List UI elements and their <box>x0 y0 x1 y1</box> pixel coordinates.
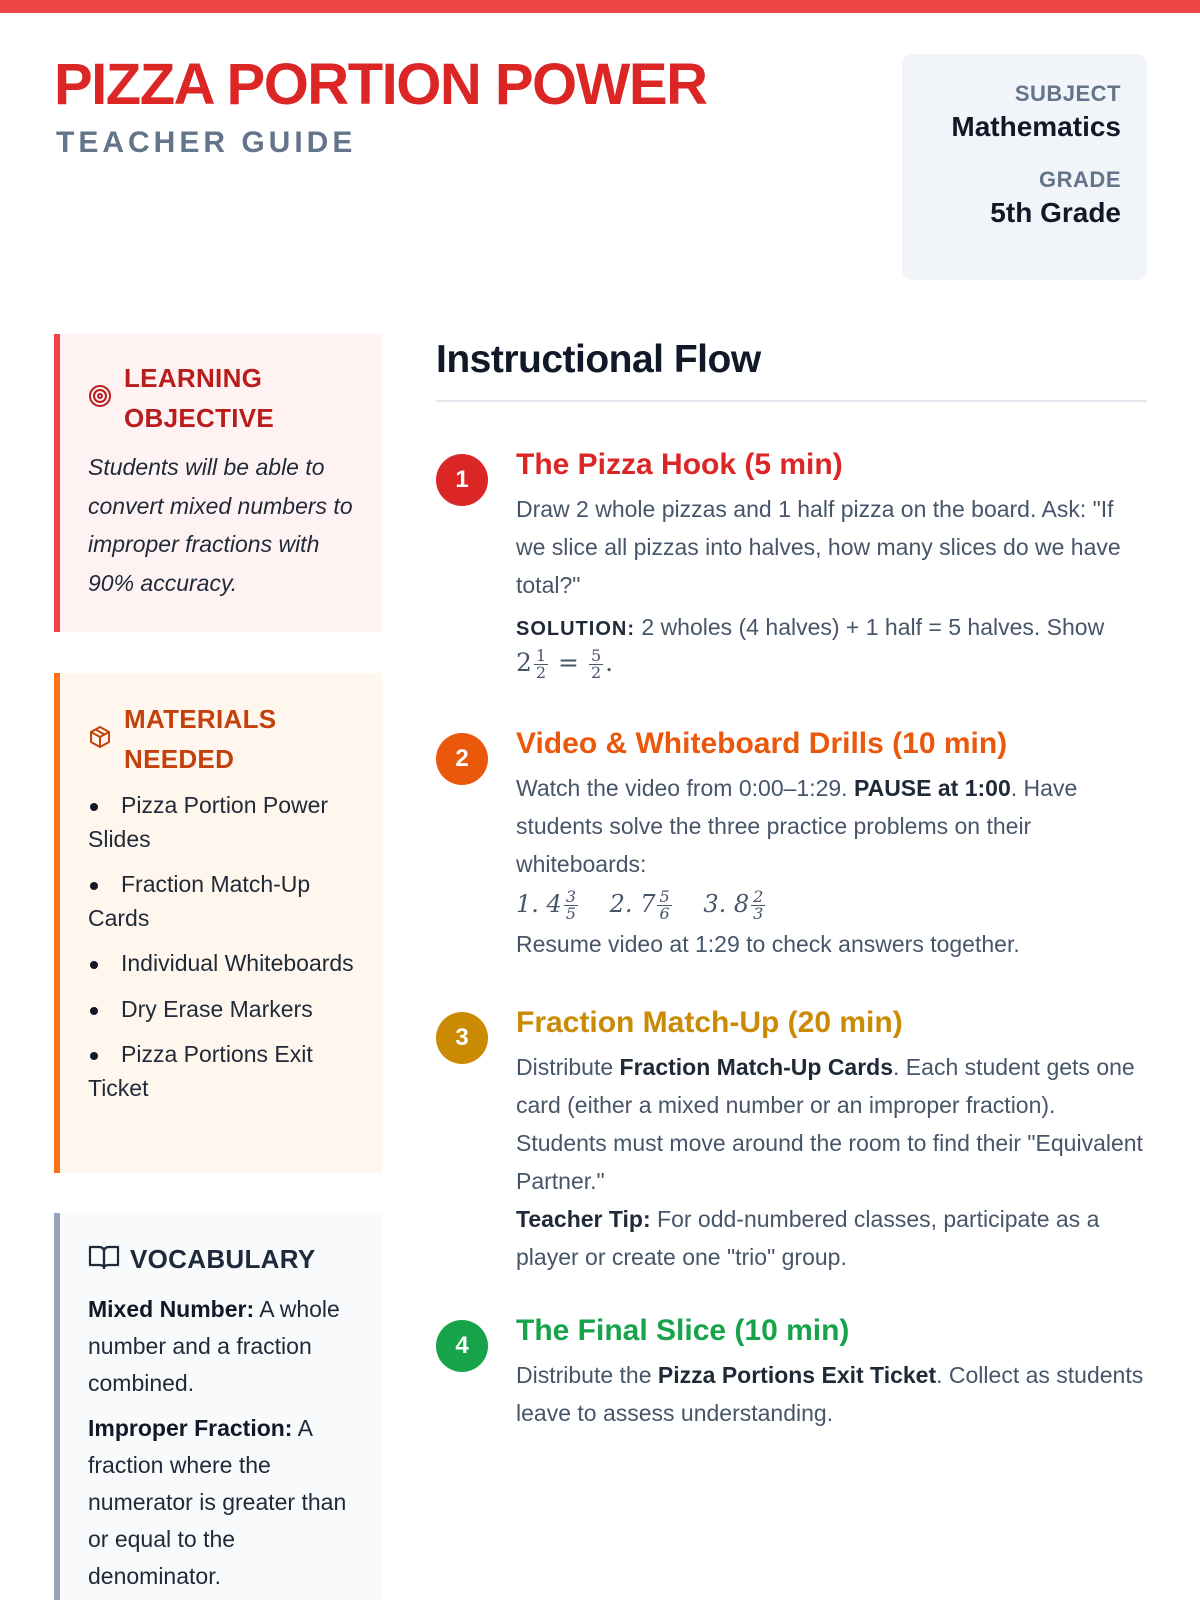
grade-label: GRADE <box>1039 167 1121 192</box>
step-2 <box>436 723 1147 963</box>
teacher-tip <box>516 1200 1147 1276</box>
practice-problems <box>516 883 1147 925</box>
vocab-definition: A whole number and a fraction combined. <box>88 1296 340 1396</box>
subject-value: Mathematics <box>951 111 1121 142</box>
eq-num: 1 <box>535 646 547 665</box>
problem-whole: 4 <box>546 890 562 918</box>
list-item: Pizza Portion Power Slides <box>88 789 366 856</box>
practice-problem <box>703 887 767 923</box>
objective-title <box>124 358 274 438</box>
eq-den: 2 <box>535 663 547 682</box>
problem-label: 2. <box>609 890 633 918</box>
materials-header <box>88 699 366 779</box>
problem-fraction <box>657 889 671 922</box>
list-item: Dry Erase Markers <box>88 993 366 1027</box>
solution-text: 2 wholes (4 halves) + 1 half = 5 halves. Show <box>641 614 1105 640</box>
problem-whole: 7 <box>640 890 656 918</box>
step-number-badge: 3 <box>436 1012 488 1064</box>
materials-card <box>54 673 382 1173</box>
eq-result-den: 2 <box>590 663 602 682</box>
page-title: PIZZA PORTION POWER <box>54 52 707 117</box>
meta-card <box>902 54 1147 280</box>
text-bold: Pizza Portions Exit Ticket <box>657 1362 937 1388</box>
step-text <box>516 1356 1147 1432</box>
materials-title <box>124 699 276 779</box>
problem-label: 3. <box>703 890 727 918</box>
objective-title-line1: LEARNING <box>124 363 263 393</box>
instructional-flow-title: Instructional Flow <box>436 338 761 381</box>
text-after: . Collect as students leave to assess understanding. <box>516 1362 1144 1426</box>
solution-equation <box>516 648 1147 681</box>
box-icon <box>88 725 112 754</box>
text-bold: PAUSE at 1:00 <box>853 775 1011 801</box>
vocab-definition: A fraction where the numerator is greater than or equal to the denominator. <box>88 1415 347 1589</box>
practice-problem <box>516 887 580 923</box>
problem-num: 2 <box>753 887 764 906</box>
problem-den: 3 <box>753 904 764 923</box>
text-before: Watch the video from 0:00–1:29. <box>516 775 848 801</box>
materials-title-line2: NEEDED <box>124 744 235 774</box>
subject-label: SUBJECT <box>1014 81 1121 106</box>
page-subtitle: TEACHER GUIDE <box>56 126 357 159</box>
text-before: Distribute the <box>516 1362 652 1388</box>
vocabulary-title: VOCABULARY <box>130 1244 316 1274</box>
problem-fraction <box>564 889 578 922</box>
list-item: Fraction Match-Up Cards <box>88 868 366 935</box>
materials-list <box>88 789 366 1105</box>
eq-result-num: 5 <box>590 646 602 665</box>
objective-text: Students will be able to convert mixed numbers to improper fractions with 90% accuracy. <box>88 454 353 596</box>
vocab-entry-improper-fraction <box>88 1410 366 1595</box>
step-3 <box>436 1002 1147 1276</box>
solution-label: SOLUTION: <box>516 618 635 640</box>
eq-whole: 2 <box>516 648 532 677</box>
step-number-badge: 4 <box>436 1320 488 1372</box>
step-text <box>516 1048 1147 1200</box>
text-after: . Have students solve the three practice problems on their whiteboards: <box>516 775 1078 877</box>
objective-header <box>88 358 362 438</box>
eq-fraction <box>534 648 548 681</box>
vocabulary-card <box>54 1213 382 1600</box>
step-1 <box>436 444 1147 681</box>
section-divider <box>436 400 1147 402</box>
problem-fraction <box>751 889 765 922</box>
step-text <box>516 769 1147 883</box>
objective-title-line2: OBJECTIVE <box>124 403 275 433</box>
problem-den: 5 <box>565 904 577 923</box>
text-after: . Each student gets one card (either a mixed number or an improper fraction). Students must move around the room to find their "Equivalent Partner." <box>516 1054 1143 1194</box>
practice-problem <box>609 887 674 923</box>
eq-equals: = <box>558 648 579 677</box>
step-solution <box>516 608 1147 648</box>
book-icon <box>88 1244 120 1275</box>
text-before: Distribute <box>516 1054 614 1080</box>
step-title: The Final Slice (10 min) <box>516 1314 850 1347</box>
problem-num: 5 <box>659 887 670 906</box>
list-item: Individual Whiteboards <box>88 947 366 981</box>
step-4 <box>436 1310 1147 1432</box>
vocab-term: Mixed Number: <box>88 1296 255 1322</box>
step-title: The Pizza Hook (5 min) <box>516 448 843 481</box>
problem-label: 1. <box>516 890 539 918</box>
vocab-term: Improper Fraction: <box>88 1415 293 1441</box>
step-title: Video & Whiteboard Drills (10 min) <box>516 727 1008 760</box>
eq-result-fraction <box>589 648 603 681</box>
step-title: Fraction Match-Up (20 min) <box>516 1006 903 1039</box>
eq-end: . <box>605 648 614 677</box>
top-accent-bar <box>0 0 1200 13</box>
list-item: Pizza Portions Exit Ticket <box>88 1038 366 1105</box>
problem-num: 3 <box>565 887 577 906</box>
target-icon <box>88 384 112 413</box>
vocabulary-header <box>88 1239 366 1279</box>
learning-objective-card <box>54 334 382 632</box>
problem-den: 6 <box>659 904 670 923</box>
problem-whole: 8 <box>733 890 750 918</box>
step-number-badge: 2 <box>436 733 488 785</box>
grade-value: 5th Grade <box>990 197 1121 228</box>
tip-text: For odd-numbered classes, participate as a player or create one "trio" group. <box>516 1206 1100 1270</box>
step-text: Draw 2 whole pizzas and 1 half pizza on the board. Ask: "If we slice all pizzas into halves, how many slices do we have total?" <box>516 496 1121 598</box>
step-text-end: Resume video at 1:29 to check answers together. <box>516 931 1020 957</box>
text-bold: Fraction Match-Up Cards <box>619 1054 894 1080</box>
step-number-badge: 1 <box>436 454 488 506</box>
materials-title-line1: MATERIALS <box>124 704 277 734</box>
tip-label: Teacher Tip: <box>516 1206 651 1232</box>
vocab-entry-mixed-number <box>88 1291 366 1402</box>
